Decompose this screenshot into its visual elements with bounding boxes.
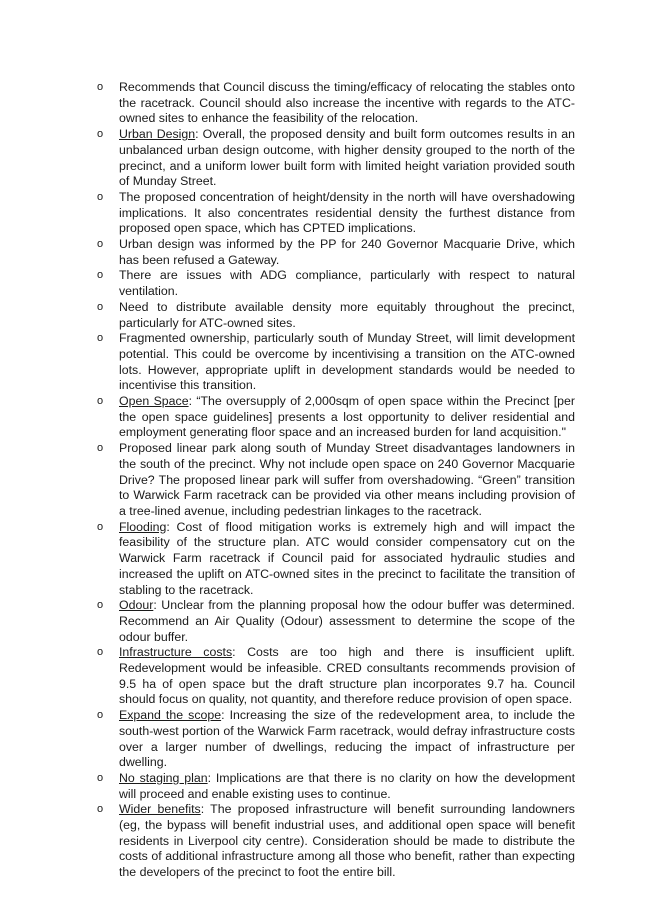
bullet-icon: o — [97, 599, 104, 612]
bullet-icon: o — [97, 128, 104, 141]
list-item — [92, 708, 575, 771]
list-item — [92, 771, 575, 802]
list-item — [92, 331, 575, 394]
item-text: Need to distribute available density more equitably throughout the precinct, particularly for ATC-owned sites. — [119, 299, 575, 330]
item-heading: Odour — [119, 598, 154, 613]
item-heading: Urban Design — [119, 127, 196, 142]
bullet-icon: o — [97, 269, 104, 282]
bullet-icon: o — [97, 395, 104, 408]
bullet-icon: o — [97, 771, 104, 784]
item-text: : Overall, the proposed density and built form outcomes results in an unbalanced urban design outcome, with higher density grouped to the north of the precinct, and a uniform lower built form with limited height variation provided south of Munday Street. — [119, 127, 575, 189]
list-item — [92, 237, 575, 268]
bullet-icon: o — [97, 300, 104, 313]
list-item — [92, 645, 575, 708]
item-text: : “The oversupply of 2,000sqm of open space within the Precinct [per the open space guidelines] presents a lost opportunity to deliver residential and employment generating floor space and an increased burden for land acquisition." — [119, 394, 575, 440]
bullet-icon: o — [97, 709, 104, 722]
list-item — [92, 190, 575, 237]
item-text: There are issues with ADG compliance, particularly with respect to natural ventilation. — [119, 268, 575, 299]
item-heading: No staging plan — [119, 770, 208, 785]
item-text: : Unclear from the planning proposal how the odour buffer was determined. Recommend an Air Quality (Odour) assessment to determine the scope of the odour buffer. — [119, 598, 575, 644]
list-item — [92, 268, 575, 299]
bullet-icon: o — [97, 238, 104, 251]
item-text: : Costs are too high and there is insufficient uplift. Redevelopment would be infeasible. CRED consultants recommends provision of 9.5 ha of open space but the draft structure plan incorporates 9.7 ha. Council should focus on quality, not quantity, and therefore reduce provision of open space. — [119, 645, 575, 707]
item-heading: Wider benefits — [119, 802, 201, 817]
item-text: : Cost of flood mitigation works is extremely high and will impact the feasibility of the structure plan. ATC would consider compensatory cut on the Warwick Farm racetrack if Council paid for associated hydraulic studies and increased the uplift on ATC-owned sites in the precinct to facilitate the transition of stabling to the racetrack. — [119, 519, 575, 597]
item-text: Urban design was informed by the PP for 240 Governor Macquarie Drive, which has been refused a Gateway. — [119, 237, 575, 267]
comments-list — [92, 80, 575, 881]
item-text: The proposed concentration of height/density in the north will have overshadowing implications. It also concentrates residential density the furthest distance from proposed open space, which has CPTED implications. — [119, 189, 575, 236]
item-heading: Open Space — [119, 394, 189, 409]
list-item — [92, 802, 575, 881]
bullet-icon: o — [97, 520, 104, 533]
list-item — [92, 300, 575, 331]
bullet-icon: o — [97, 646, 104, 659]
bullet-icon: o — [97, 803, 104, 816]
item-heading: Expand the scope — [119, 708, 222, 723]
item-text: : Implications are that there is no clarity on how the development will proceed and enable existing uses to continue. — [119, 770, 576, 801]
list-item — [92, 394, 575, 441]
bullet-icon: o — [97, 190, 104, 203]
item-text: Proposed linear park along south of Munday Street disadvantages landowners in the south of the precinct. Why not include open space on 240 Governor Macquarie Drive? The proposed linear park will suffer from overshadowing. “Green” transition to Warwick Farm racetrack can be provided via other means including provision of a tree-lined avenue, including pedestrian linkages to the racetrack. — [119, 441, 575, 518]
item-text: : The proposed infrastructure will benefit surrounding landowners (eg, the bypass will benefit industrial uses, and additional open space will benefit residents in Liverpool city centre). Consideration should be made to distribute the costs of additional infrastructure among all those who benefit, rather than expecting the developers of the precinct to foot the entire bill. — [119, 802, 575, 880]
list-item — [92, 598, 575, 645]
list-item — [92, 441, 575, 520]
list-item — [92, 80, 575, 127]
list-item — [92, 520, 575, 599]
item-text: Fragmented ownership, particularly south of Munday Street, will limit development potential. This could be overcome by incentivising a transition on the ATC-owned lots. However, appropriate uplift in development standards would be needed to incentivise this transition. — [119, 331, 575, 393]
item-text: Recommends that Council discuss the timing/efficacy of relocating the stables onto the racetrack. Council should also increase the incentive with regards to the ATC-owned sites to enhance the feasibility of the relocation. — [119, 80, 575, 126]
bullet-icon: o — [97, 81, 104, 93]
bullet-icon: o — [97, 442, 104, 455]
item-heading: Flooding — [119, 519, 167, 534]
item-text: : Increasing the size of the redevelopment area, to include the south-west portion of the Warwick Farm racetrack, would defray infrastructure costs over a larger number of dwellings, reducing the impact of infrastructure per dwelling. — [119, 708, 575, 770]
bullet-icon: o — [97, 332, 104, 345]
item-heading: Infrastructure costs — [119, 645, 233, 660]
list-item — [92, 127, 575, 190]
